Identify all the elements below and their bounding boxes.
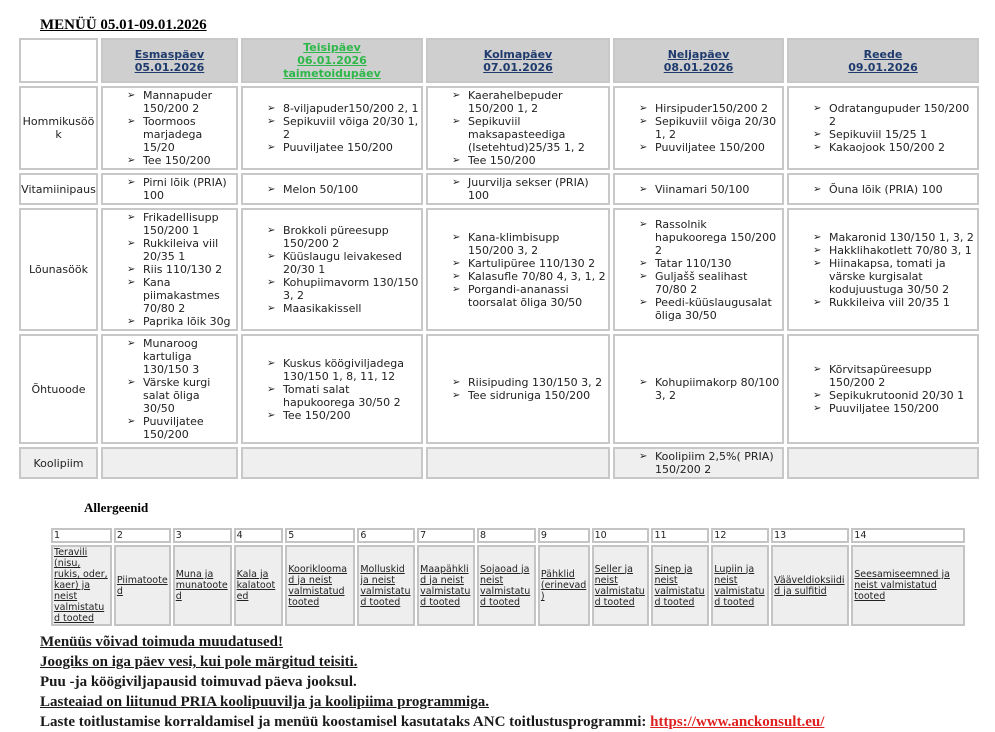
meal-row <box>19 86 979 170</box>
dish-item: ➢ Rukkileiva viil 20/35 1 <box>127 237 234 263</box>
dish-item: ➢ Peedi-küüslaugusalat õliga 30/50 <box>639 296 780 322</box>
day-date[interactable]: 07.01.2026 <box>483 60 553 74</box>
dish-list <box>430 89 606 167</box>
dish-item: ➢ Koolipiim 2,5%( PRIA) 150/200 2 <box>639 450 780 476</box>
dish-item: ➢ Õuna lõik (PRIA) 100 <box>813 183 975 196</box>
allergen-number: 14 <box>851 528 965 543</box>
meal-cell <box>787 208 979 331</box>
dish-item: ➢ Kohupiimavorm 130/150 3, 2 <box>267 276 419 302</box>
meal-cell <box>613 173 784 205</box>
allergen-number: 13 <box>771 528 849 543</box>
dish-item: ➢ Puuviljatee 150/200 <box>267 141 419 154</box>
dish-item: ➢ Brokkoli püreesupp 150/200 2 <box>267 224 419 250</box>
dish-list <box>617 183 780 196</box>
page-title: MENÜÜ 05.01-09.01.2026 <box>40 17 207 33</box>
day-header-3[interactable] <box>613 38 784 83</box>
dish-item: ➢ Sepikuviil 15/25 1 <box>813 128 975 141</box>
meal-cell <box>241 173 423 205</box>
dish-list <box>105 176 234 202</box>
dish-item: ➢ Tatar 110/130 <box>639 257 780 270</box>
dish-item: ➢ Puuviljatee 150/200 <box>813 402 975 415</box>
dish-item: ➢ Viinamari 50/100 <box>639 183 780 196</box>
allergen-number: 11 <box>651 528 709 543</box>
meal-cell <box>787 447 979 479</box>
meal-cell <box>101 334 238 444</box>
dish-list <box>430 176 606 202</box>
footer-note-water: Joogiks on iga päev vesi, kui pole märgitud teisiti. <box>40 654 358 670</box>
meal-cell <box>101 447 238 479</box>
dish-item: ➢ Hakklihakotlett 70/80 3, 1 <box>813 244 975 257</box>
allergen-name-link[interactable]: Piimatooted <box>116 574 168 597</box>
meal-cell <box>426 86 610 170</box>
meal-cell <box>787 173 979 205</box>
meal-cell <box>426 208 610 331</box>
dish-item: ➢ Hirsipuder150/200 2 <box>639 102 780 115</box>
allergen-cell <box>285 545 355 626</box>
meal-label: Hommikusöök <box>19 86 98 170</box>
allergen-cell <box>114 545 171 626</box>
meal-cell <box>426 173 610 205</box>
dish-list <box>245 183 419 196</box>
meal-label: Vitamiinipaus <box>19 173 98 205</box>
dish-list <box>617 376 780 402</box>
meal-row <box>19 173 979 205</box>
meal-cell <box>426 334 610 444</box>
allergen-name-link[interactable]: Molluskid ja neist valmistatud tooted <box>360 563 411 608</box>
corner-cell <box>19 38 98 83</box>
meal-cell <box>101 173 238 205</box>
allergen-name-link[interactable]: Teravili (nisu, rukis, oder, kaer) ja neist valmistatud tooted <box>54 547 108 624</box>
dish-item: ➢ 8-viljapuder150/200 2, 1 <box>267 102 419 115</box>
dish-item: ➢ Mannapuder 150/200 2 <box>127 89 234 115</box>
day-header-row <box>19 38 979 83</box>
day-note[interactable]: taimetoidupäev <box>283 67 381 80</box>
meal-label: Õhtuoode <box>19 334 98 444</box>
dish-list <box>430 231 606 309</box>
meal-row <box>19 447 979 479</box>
dish-item: ➢ Toormoos marjadega 15/20 <box>127 115 234 154</box>
allergen-cell <box>592 545 650 626</box>
dish-item: ➢ Maasikakissell <box>267 302 419 315</box>
day-name[interactable]: Esmaspäev <box>134 47 205 61</box>
dish-item: ➢ Kaerahelbepuder 150/200 1, 2 <box>452 89 606 115</box>
allergen-name-link[interactable]: Vääveldioksiidid ja sulfitid <box>774 574 845 597</box>
meal-cell <box>613 334 784 444</box>
dish-list <box>245 357 419 422</box>
day-date[interactable]: 05.01.2026 <box>134 60 205 74</box>
dish-item: ➢ Kana piimakastmes 70/80 2 <box>127 276 234 315</box>
allergen-name-link[interactable]: Sojaoad ja neist valmistatud tooted <box>480 563 531 608</box>
day-date[interactable]: 06.01.2026 <box>297 54 367 67</box>
dish-item: ➢ Guljašš sealihast 70/80 2 <box>639 270 780 296</box>
day-header-4[interactable] <box>787 38 979 83</box>
meal-label: Koolipiim <box>19 447 98 479</box>
allergen-number: 9 <box>538 528 590 543</box>
dish-item: ➢ Pirni lõik (PRIA) 100 <box>127 176 234 202</box>
allergens-heading: Allergeenid <box>84 500 149 515</box>
allergen-cell <box>477 545 536 626</box>
day-name[interactable]: Neljapäev <box>667 47 730 61</box>
allergen-number: 1 <box>51 528 112 543</box>
dish-item: ➢ Hiinakapsa, tomati ja värske kurgisalat kodujuustuga 30/50 2 <box>813 257 975 296</box>
footer-note-pria: Lasteaiad on liitunud PRIA koolipuuvilja ja koolipiima programmiga. <box>40 694 489 710</box>
dish-list <box>791 363 975 415</box>
dish-list <box>245 102 419 154</box>
anc-link[interactable]: https://www.anckonsult.eu/ <box>650 714 825 730</box>
dish-item: ➢ Puuviljatee 150/200 <box>127 415 234 441</box>
dish-item: ➢ Munaroog kartuliga 130/150 3 <box>127 337 234 376</box>
allergen-cell <box>851 545 965 626</box>
dish-item: ➢ Kakaojook 150/200 2 <box>813 141 975 154</box>
allergen-number: 12 <box>711 528 769 543</box>
allergen-cell <box>357 545 415 626</box>
dish-item: ➢ Paprika lõik 30g <box>127 315 234 328</box>
dish-item: ➢ Tee 150/200 <box>127 154 234 167</box>
menu-table <box>16 35 982 482</box>
meal-cell <box>241 208 423 331</box>
dish-item: ➢ Sepikuviil võiga 20/30 1, 2 <box>267 115 419 141</box>
day-header-2[interactable] <box>426 38 610 83</box>
allergen-cell <box>234 545 284 626</box>
dish-list <box>105 211 234 328</box>
dish-item: ➢ Frikadellisupp 150/200 1 <box>127 211 234 237</box>
meal-cell <box>241 334 423 444</box>
meal-cell <box>787 86 979 170</box>
allergen-cell <box>173 545 232 626</box>
day-name[interactable]: Kolmapäev <box>483 47 553 61</box>
dish-item: ➢ Kana-klimbisupp 150/200 3, 2 <box>452 231 606 257</box>
dish-item: ➢ Melon 50/100 <box>267 183 419 196</box>
dish-item: ➢ Kalasufle 70/80 4, 3, 1, 2 <box>452 270 606 283</box>
allergen-number: 6 <box>357 528 415 543</box>
day-date[interactable]: 08.01.2026 <box>663 60 734 74</box>
allergen-number: 7 <box>417 528 475 543</box>
meal-cell <box>241 86 423 170</box>
meal-cell <box>426 447 610 479</box>
dish-item: ➢ Juurvilja sekser (PRIA) 100 <box>452 176 606 202</box>
day-name[interactable]: Teisipäev <box>303 41 361 54</box>
day-name[interactable]: Reede <box>863 47 903 61</box>
dish-list <box>617 218 780 322</box>
dish-item: ➢ Makaronid 130/150 1, 3, 2 <box>813 231 975 244</box>
dish-item: ➢ Tee 150/200 <box>267 409 419 422</box>
dish-item: ➢ Tomati salat hapukoorega 30/50 2 <box>267 383 419 409</box>
allergen-cell <box>51 545 112 626</box>
meal-cell <box>613 86 784 170</box>
dish-list <box>617 450 780 476</box>
meal-row <box>19 208 979 331</box>
footer-note-breaks: Puu -ja köögiviljapausid toimuvad päeva jooksul. <box>40 674 357 690</box>
allergen-cell <box>651 545 709 626</box>
meal-cell <box>613 447 784 479</box>
dish-item: ➢ Rukkileiva viil 20/35 1 <box>813 296 975 309</box>
dish-item: ➢ Puuviljatee 150/200 <box>639 141 780 154</box>
dish-item: ➢ Küüslaugu leivakesed 20/30 1 <box>267 250 419 276</box>
meal-cell <box>787 334 979 444</box>
allergen-name-link[interactable]: Seller ja neist valmistatud tooted <box>594 563 645 608</box>
dish-list <box>617 102 780 154</box>
dish-item: ➢ Odratangupuder 150/200 2 <box>813 102 975 128</box>
dish-item: ➢ Riis 110/130 2 <box>127 263 234 276</box>
dish-list <box>791 102 975 154</box>
dish-list <box>105 89 234 167</box>
dish-item: ➢ Rassolnik hapukoorega 150/200 2 <box>639 218 780 257</box>
allergen-name-link[interactable]: Maapähklid ja neist valmistatud tooted <box>420 563 471 608</box>
dish-item: ➢ Kohupiimakorp 80/100 3, 2 <box>639 376 780 402</box>
meal-label: Lõunasöök <box>19 208 98 331</box>
dish-list <box>791 183 975 196</box>
allergen-cell <box>711 545 769 626</box>
dish-item: ➢ Riisipuding 130/150 3, 2 <box>452 376 606 389</box>
dish-item: ➢ Sepikuviil maksapasteediga (Isetehtud)25/35 1, 2 <box>452 115 606 154</box>
allergen-name-link[interactable]: Pähklid (erinevad) <box>540 569 587 602</box>
footer-note-anc: Laste toitlustamise korraldamisel ja menüü koostamisel kasutataks ANC toitlustusprogrammi: https://www.anckonsult.eu/ <box>40 714 825 730</box>
dish-item: ➢ Porgandi-ananassi toorsalat õliga 30/50 <box>452 283 606 309</box>
dish-item: ➢ Tee sidruniga 150/200 <box>452 389 606 402</box>
dish-list <box>430 376 606 402</box>
dish-list <box>245 224 419 315</box>
allergen-number: 10 <box>592 528 650 543</box>
dish-item: ➢ Sepikuviil võiga 20/30 1, 2 <box>639 115 780 141</box>
dish-list <box>105 337 234 441</box>
dish-item: ➢ Värske kurgi salat õliga 30/50 <box>127 376 234 415</box>
meal-cell <box>241 447 423 479</box>
allergen-name-link[interactable]: Lupiin ja neist valmistatud tooted <box>714 563 765 608</box>
meal-cell <box>101 208 238 331</box>
allergen-name-link[interactable]: Koorikloomad ja neist valmistatud tooted <box>288 563 348 608</box>
allergen-number-row <box>51 528 965 543</box>
dish-item: ➢ Kuskus köögiviljadega 130/150 1, 8, 11, 12 <box>267 357 419 383</box>
allergen-name-link[interactable]: Sinep ja neist valmistatud tooted <box>654 563 705 608</box>
day-header-0[interactable] <box>101 38 238 83</box>
day-date[interactable]: 09.01.2026 <box>848 60 918 74</box>
dish-item: ➢ Tee 150/200 <box>452 154 606 167</box>
meal-cell <box>101 86 238 170</box>
allergen-name-link[interactable]: Muna ja munatooted <box>175 569 228 602</box>
allergen-number: 4 <box>234 528 284 543</box>
allergen-name-link[interactable]: Seesamiseemned ja neist valmistatud tooted <box>854 569 950 602</box>
allergens-table <box>49 526 967 628</box>
allergen-cell <box>538 545 590 626</box>
dish-item: ➢ Sepikukrutoonid 20/30 1 <box>813 389 975 402</box>
allergen-number: 3 <box>173 528 232 543</box>
allergen-name-link[interactable]: Kala ja kalatooted <box>236 569 276 602</box>
dish-item: ➢ Kartulipüree 110/130 2 <box>452 257 606 270</box>
day-header-1[interactable] <box>241 38 423 83</box>
meal-cell <box>613 208 784 331</box>
allergen-cell <box>771 545 849 626</box>
dish-item: ➢ Kõrvitsapüreesupp 150/200 2 <box>813 363 975 389</box>
allergen-name-row <box>51 545 965 626</box>
allergen-number: 2 <box>114 528 171 543</box>
footer-note-changes: Menüüs võivad toimuda muudatused! <box>40 634 283 650</box>
dish-list <box>791 231 975 309</box>
meal-row <box>19 334 979 444</box>
allergen-cell <box>417 545 475 626</box>
allergen-number: 5 <box>285 528 355 543</box>
allergen-number: 8 <box>477 528 536 543</box>
